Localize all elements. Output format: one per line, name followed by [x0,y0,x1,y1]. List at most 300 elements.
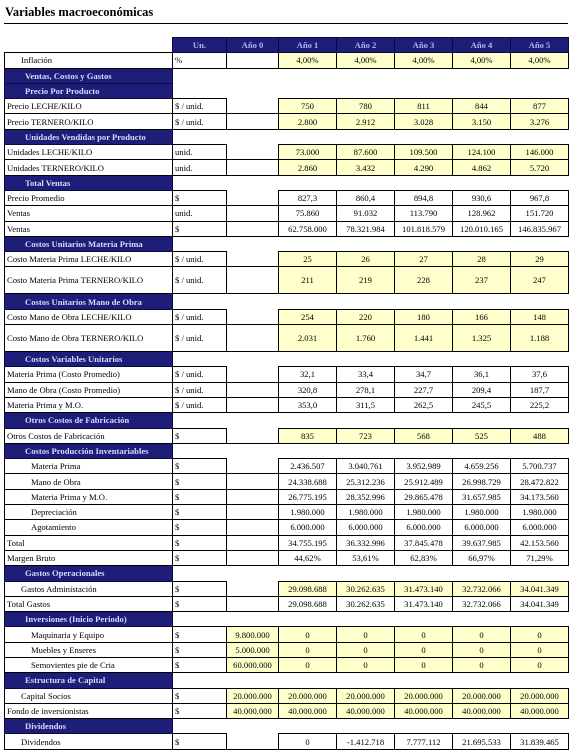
cell-year-2: 0 [337,627,395,642]
cell-year-4: 844 [453,99,511,114]
cell-year-1: 4,00% [279,53,337,68]
cell-year-4: 31.657.985 [453,489,511,504]
cell-year-4: 32.732.066 [453,581,511,596]
cell-year-4: 1.980.000 [453,505,511,520]
table-row [5,325,569,352]
row-unit: $ / unid. [173,367,227,382]
cell-year-2: 91.032 [337,206,395,221]
header-spacer [5,38,173,53]
row-label: Materia Prima [5,459,173,474]
table-row [5,688,569,703]
cell-year-0 [227,309,279,324]
cell-year-3: 113.790 [395,206,453,221]
cell-year-3: 4,00% [395,53,453,68]
cell-year-3: 3.028 [395,114,453,129]
cell-year-0 [227,489,279,504]
table-row [5,459,569,474]
cell-year-3: 894,8 [395,190,453,205]
row-label: Muebles y Enseres [5,642,173,657]
cell-year-4: 39.637.985 [453,535,511,550]
cell-year-1: 44,62% [279,550,337,565]
cell-year-3: 811 [395,99,453,114]
cell-year-3: 62,83% [395,550,453,565]
cell-year-0: 5.000.000 [227,642,279,657]
cell-year-4: 124.100 [453,145,511,160]
cell-year-5: 20.000.000 [511,688,569,703]
cell-year-4: 66,97% [453,550,511,565]
row-unit: $ [173,581,227,596]
table-row [5,657,569,672]
cell-year-5: 42.153.560 [511,535,569,550]
row-label: Costo Mano de Obra LECHE/KILO [5,309,173,324]
cell-year-5: 146.000 [511,145,569,160]
cell-year-1: 353,0 [279,397,337,412]
cell-year-0 [227,267,279,294]
cell-year-4: 930,6 [453,190,511,205]
cell-year-4: 245,5 [453,397,511,412]
cell-year-3: 1.441 [395,325,453,352]
row-label: Mano de Obra (Costo Promedio) [5,382,173,397]
row-unit: $ [173,459,227,474]
cell-year-1: 211 [279,267,337,294]
cell-year-5: 28.472.822 [511,474,569,489]
cell-year-4: 32.732.066 [453,596,511,611]
section-title: Ventas, Costos y Gastos [5,68,173,83]
cell-year-4: 1.325 [453,325,511,352]
table-row [5,489,569,504]
cell-year-3: 29.865.478 [395,489,453,504]
row-label: Ventas [5,206,173,221]
cell-year-3: 0 [395,657,453,672]
section-title: Costos Unitarios Mano de Obra [5,294,173,309]
row-label: Dividendos [5,734,173,749]
cell-year-3: 6.000.000 [395,520,453,535]
cell-year-0 [227,459,279,474]
cell-year-4: 120.010.165 [453,221,511,236]
col-header-year-4: Año 4 [453,38,511,53]
cell-year-0 [227,382,279,397]
row-label: Costo Mano de Obra TERNERO/KILO [5,325,173,352]
table-row [5,309,569,324]
row-label: Semovientes pie de Cria [5,657,173,672]
cell-year-5: 40.000.000 [511,703,569,718]
cell-year-2: 6.000.000 [337,520,395,535]
table-row [5,206,569,221]
row-unit: unid. [173,145,227,160]
section-spacer [173,352,569,367]
header-row [5,38,569,53]
cell-year-5: 4,00% [511,53,569,68]
cell-year-1: 0 [279,642,337,657]
cell-year-5: 148 [511,309,569,324]
table-row [5,367,569,382]
cell-year-2: 723 [337,428,395,443]
cell-year-0 [227,221,279,236]
cell-year-1: 0 [279,627,337,642]
cell-year-2: 26 [337,252,395,267]
cell-year-3: 3.952.989 [395,459,453,474]
cell-year-2: 3.040.761 [337,459,395,474]
row-unit: $ / unid. [173,397,227,412]
row-label: Maquinaria y Equipo [5,627,173,642]
cell-year-1: 0 [279,734,337,749]
cell-year-3: 4.290 [395,160,453,175]
row-label: Materia Prima y M.O. [5,489,173,504]
cell-year-0 [227,160,279,175]
row-unit: $ [173,703,227,718]
cell-year-2: 3.432 [337,160,395,175]
cell-year-5: 0 [511,627,569,642]
cell-year-0 [227,428,279,443]
cell-year-4: 237 [453,267,511,294]
table-row [5,397,569,412]
section-header-row [5,83,569,98]
col-header-year-1: Año 1 [279,38,337,53]
cell-year-2: 36.332.996 [337,535,395,550]
row-label: Capital Socios [5,688,173,703]
cell-year-2: 30.262.635 [337,581,395,596]
cell-year-5: 1.188 [511,325,569,352]
cell-year-3: 180 [395,309,453,324]
row-unit: $ [173,550,227,565]
cell-year-4: 0 [453,657,511,672]
table-row [5,627,569,642]
cell-year-5: 6.000.000 [511,520,569,535]
cell-year-3: 568 [395,428,453,443]
cell-year-0 [227,550,279,565]
cell-year-1: 0 [279,657,337,672]
row-label: Precio TERNERO/KILO [5,114,173,129]
cell-year-5: 5.720 [511,160,569,175]
section-title: Costos Unitarios Materia Prima [5,236,173,251]
cell-year-0 [227,99,279,114]
cell-year-0 [227,252,279,267]
cell-year-1: 750 [279,99,337,114]
cell-year-3: 101.818.579 [395,221,453,236]
cell-year-2: 20.000.000 [337,688,395,703]
cell-year-0: 20.000.000 [227,688,279,703]
row-unit: $ / unid. [173,382,227,397]
table-row [5,642,569,657]
row-label: Otros Costos de Fabricación [5,428,173,443]
cell-year-5: 3.276 [511,114,569,129]
cell-year-4: 28 [453,252,511,267]
cell-year-0 [227,190,279,205]
cell-year-1: 73.000 [279,145,337,160]
row-label: Total [5,535,173,550]
section-title: Unidades Vendidas por Producto [5,129,173,144]
section-spacer [173,566,569,581]
cell-year-5: 877 [511,99,569,114]
cell-year-0 [227,596,279,611]
cell-year-1: 75.860 [279,206,337,221]
cell-year-2: 33,4 [337,367,395,382]
table-row [5,428,569,443]
cell-year-4: 21.695.533 [453,734,511,749]
cell-year-1: 20.000.000 [279,688,337,703]
cell-year-1: 1.980.000 [279,505,337,520]
cell-year-3: 7.777.112 [395,734,453,749]
section-title: Dividendos [5,719,173,734]
cell-year-2: 220 [337,309,395,324]
cell-year-3: 25.912.489 [395,474,453,489]
cell-year-1: 2.436.507 [279,459,337,474]
cell-year-1: 24.338.688 [279,474,337,489]
cell-year-4: 525 [453,428,511,443]
cell-year-0 [227,535,279,550]
cell-year-1: 2.031 [279,325,337,352]
cell-year-5: 5.700.737 [511,459,569,474]
row-unit: $ [173,221,227,236]
row-label: Gastos Administación [5,581,173,596]
row-label: Margen Bruto [5,550,173,565]
table-row [5,550,569,565]
row-unit: unid. [173,160,227,175]
cell-year-5: 71,29% [511,550,569,565]
table-row [5,382,569,397]
cell-year-1: 26.775.195 [279,489,337,504]
cell-year-4: 128.962 [453,206,511,221]
row-label: Costo Materia Prima TERNERO/KILO [5,267,173,294]
cell-year-2: 1.760 [337,325,395,352]
cell-year-2: 28.352.996 [337,489,395,504]
cell-year-3: 0 [395,627,453,642]
cell-year-2: 53,61% [337,550,395,565]
section-title: Gastos Operacionales [5,566,173,581]
row-unit: $ [173,596,227,611]
section-header-row [5,443,569,458]
cell-year-4: 4.862 [453,160,511,175]
cell-year-5: 31.839.465 [511,734,569,749]
table-row [5,145,569,160]
cell-year-2: 278,1 [337,382,395,397]
cell-year-2: 860,4 [337,190,395,205]
section-spacer [173,612,569,627]
cell-year-1: 2.860 [279,160,337,175]
cell-year-4: 0 [453,627,511,642]
section-title: Estructura de Capital [5,673,173,688]
cell-year-5: 1.980.000 [511,505,569,520]
cell-year-0: 9.800.000 [227,627,279,642]
section-spacer [173,443,569,458]
cell-year-1: 6.000.000 [279,520,337,535]
row-unit: $ [173,657,227,672]
cell-year-0 [227,114,279,129]
cell-year-0: 40.000.000 [227,703,279,718]
cell-year-5: 146.835.967 [511,221,569,236]
row-unit: $ [173,474,227,489]
cell-year-0 [227,53,279,68]
cell-year-0 [227,505,279,520]
table-row [5,596,569,611]
cell-year-5: 37,6 [511,367,569,382]
table-row [5,505,569,520]
row-label: Ventas [5,221,173,236]
row-label: Total Gastos [5,596,173,611]
table-row [5,734,569,749]
row-label: Inflación [5,53,173,68]
cell-year-1: 32,1 [279,367,337,382]
cell-year-5: 967,8 [511,190,569,205]
cell-year-0 [227,520,279,535]
section-spacer [173,673,569,688]
section-header-row [5,566,569,581]
row-label: Costo Materia Prima LECHE/KILO [5,252,173,267]
row-label: Fondo de inversionistas [5,703,173,718]
cell-year-4: 36,1 [453,367,511,382]
section-spacer [173,294,569,309]
cell-year-5: 29 [511,252,569,267]
section-spacer [173,175,569,190]
cell-year-3: 40.000.000 [395,703,453,718]
cell-year-1: 29.098.688 [279,581,337,596]
table-row [5,53,569,68]
cell-year-1: 2.800 [279,114,337,129]
table-row [5,520,569,535]
row-label: Materia Prima y M.O. [5,397,173,412]
row-unit: $ / unid. [173,114,227,129]
cell-year-5: 488 [511,428,569,443]
row-unit: $ [173,642,227,657]
row-unit: % [173,53,227,68]
cell-year-5: 34.173.560 [511,489,569,504]
row-label: Unidades LECHE/KILO [5,145,173,160]
row-unit: $ [173,734,227,749]
cell-year-3: 27 [395,252,453,267]
cell-year-0 [227,367,279,382]
cell-year-0 [227,325,279,352]
table-row [5,535,569,550]
row-label: Mano de Obra [5,474,173,489]
cell-year-4: 209,4 [453,382,511,397]
row-unit: $ [173,190,227,205]
cell-year-2: 78.321.984 [337,221,395,236]
row-unit: $ / unid. [173,267,227,294]
row-unit: $ / unid. [173,325,227,352]
section-spacer [173,68,569,83]
section-header-row [5,175,569,190]
row-unit: $ [173,688,227,703]
cell-year-0 [227,734,279,749]
cell-year-2: 0 [337,657,395,672]
section-header-row [5,294,569,309]
cell-year-4: 166 [453,309,511,324]
cell-year-2: 40.000.000 [337,703,395,718]
cell-year-2: 1.980.000 [337,505,395,520]
col-header-unit: Un. [173,38,227,53]
section-spacer [173,719,569,734]
section-title: Otros Costos de Fabricación [5,413,173,428]
row-label: Unidades TERNERO/KILO [5,160,173,175]
cell-year-3: 1.980.000 [395,505,453,520]
row-label: Depreciación [5,505,173,520]
table-row [5,252,569,267]
cell-year-1: 29.098.688 [279,596,337,611]
cell-year-3: 228 [395,267,453,294]
cell-year-2: 25.312.236 [337,474,395,489]
cell-year-4: 6.000.000 [453,520,511,535]
row-unit: $ [173,428,227,443]
row-unit: $ [173,505,227,520]
col-header-year-3: Año 3 [395,38,453,53]
section-header-row [5,719,569,734]
row-label: Agotamiento [5,520,173,535]
section-header-row [5,413,569,428]
section-title: Costos Producción Inventariables [5,443,173,458]
cell-year-1: 25 [279,252,337,267]
cell-year-0 [227,397,279,412]
cell-year-5: 34.041.349 [511,596,569,611]
cell-year-2: 87.600 [337,145,395,160]
table-row [5,114,569,129]
row-unit: $ / unid. [173,99,227,114]
row-unit: $ [173,535,227,550]
table-row [5,99,569,114]
cell-year-3: 31.473.140 [395,581,453,596]
page-title: Variables macroeconómicas [5,5,154,19]
row-unit: unid. [173,206,227,221]
col-header-year-2: Año 2 [337,38,395,53]
section-title: Costos Variables Unitarios [5,352,173,367]
col-header-year-5: Año 5 [511,38,569,53]
table-row [5,190,569,205]
table-row [5,267,569,294]
cell-year-0 [227,206,279,221]
cell-year-3: 34,7 [395,367,453,382]
cell-year-5: 151.720 [511,206,569,221]
section-header-row [5,236,569,251]
cell-year-2: 311,5 [337,397,395,412]
section-spacer [173,413,569,428]
section-header-row [5,352,569,367]
cell-year-2: 0 [337,642,395,657]
cell-year-0: 60.000.000 [227,657,279,672]
cell-year-1: 827,3 [279,190,337,205]
table-row [5,221,569,236]
row-label: Materia Prima (Costo Promedio) [5,367,173,382]
row-unit: $ / unid. [173,309,227,324]
section-title: Inversiones (Inicio Periodo) [5,612,173,627]
cell-year-2: 2.912 [337,114,395,129]
table-row [5,160,569,175]
cell-year-4: 26.998.729 [453,474,511,489]
macro-variables-table [4,37,569,750]
cell-year-0 [227,581,279,596]
cell-year-1: 40.000.000 [279,703,337,718]
table-body [5,38,569,750]
section-header-row [5,129,569,144]
section-header-row [5,68,569,83]
cell-year-2: 219 [337,267,395,294]
cell-year-2: 4,00% [337,53,395,68]
cell-year-4: 0 [453,642,511,657]
cell-year-5: 0 [511,657,569,672]
col-header-year-0: Año 0 [227,38,279,53]
cell-year-3: 262,5 [395,397,453,412]
cell-year-3: 109.500 [395,145,453,160]
cell-year-5: 34.041.349 [511,581,569,596]
cell-year-4: 4.659.256 [453,459,511,474]
cell-year-4: 3.150 [453,114,511,129]
cell-year-4: 20.000.000 [453,688,511,703]
section-header-row [5,612,569,627]
row-label: Precio Promedio [5,190,173,205]
row-unit: $ [173,489,227,504]
cell-year-3: 227,7 [395,382,453,397]
cell-year-3: 0 [395,642,453,657]
cell-year-1: 62.758.000 [279,221,337,236]
section-header-row [5,673,569,688]
